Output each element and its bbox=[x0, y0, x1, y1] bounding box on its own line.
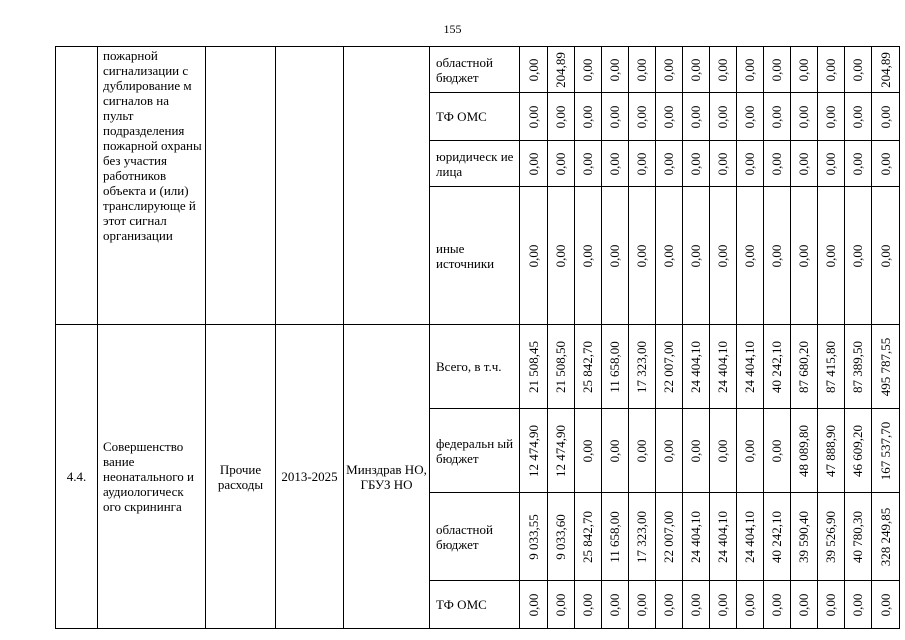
amount-cell bbox=[602, 187, 629, 325]
amount-value: 0,00 bbox=[525, 152, 541, 175]
amount-cell bbox=[818, 141, 845, 187]
amount-value: 40 242,10 bbox=[769, 510, 784, 563]
amount-cell bbox=[872, 581, 900, 629]
amount-cell bbox=[602, 325, 629, 409]
amount-cell bbox=[818, 493, 845, 581]
amount-value: 0,00 bbox=[525, 58, 541, 81]
amount-value: 24 404,10 bbox=[688, 340, 703, 393]
amount-cell bbox=[845, 187, 872, 325]
amount-cell bbox=[656, 493, 683, 581]
amount-value: 0,00 bbox=[553, 244, 568, 267]
amount-cell bbox=[683, 47, 710, 93]
amount-cell bbox=[520, 47, 548, 93]
amount-cell bbox=[683, 409, 710, 493]
amount-cell bbox=[548, 409, 575, 493]
amount-value: 0,00 bbox=[553, 152, 568, 175]
amount-value: 0,00 bbox=[661, 152, 676, 175]
amount-value: 0,00 bbox=[877, 244, 893, 267]
amount-value: 24 404,10 bbox=[742, 510, 757, 563]
amount-value: 22 007,00 bbox=[661, 340, 676, 393]
amount-value: 0,00 bbox=[823, 244, 838, 267]
amount-value: 0,00 bbox=[850, 152, 865, 175]
amount-cell bbox=[845, 409, 872, 493]
amount-value: 0,00 bbox=[850, 593, 865, 616]
amount-value: 0,00 bbox=[715, 105, 730, 128]
amount-value: 0,00 bbox=[688, 152, 703, 175]
amount-cell bbox=[710, 187, 737, 325]
amount-cell bbox=[629, 93, 656, 141]
amount-cell bbox=[737, 141, 764, 187]
amount-cell bbox=[764, 187, 791, 325]
amount-value: 24 404,10 bbox=[688, 510, 703, 563]
amount-value: 0,00 bbox=[580, 105, 595, 128]
amount-value: 0,00 bbox=[688, 58, 703, 81]
amount-value: 0,00 bbox=[580, 152, 595, 175]
amount-cell bbox=[710, 493, 737, 581]
amount-cell bbox=[710, 141, 737, 187]
amount-value: 0,00 bbox=[580, 58, 595, 81]
amount-value: 0,00 bbox=[688, 105, 703, 128]
amount-cell bbox=[683, 93, 710, 141]
amount-value: 11 658,00 bbox=[607, 340, 622, 393]
amount-value: 0,00 bbox=[607, 439, 622, 462]
amount-cell bbox=[602, 93, 629, 141]
amount-value: 204,89 bbox=[877, 51, 893, 88]
amount-cell bbox=[791, 47, 818, 93]
amount-value: 0,00 bbox=[877, 593, 893, 616]
amount-value: 0,00 bbox=[742, 105, 757, 128]
period-cell bbox=[276, 47, 344, 325]
amount-value: 0,00 bbox=[525, 244, 541, 267]
amount-value: 47 888,90 bbox=[823, 424, 838, 477]
amount-cell bbox=[575, 93, 602, 141]
amount-cell bbox=[737, 325, 764, 409]
amount-cell bbox=[575, 47, 602, 93]
amount-cell bbox=[872, 325, 900, 409]
amount-value: 48 089,80 bbox=[796, 424, 811, 477]
funding-source-cell: иные источники bbox=[430, 187, 520, 325]
amount-value: 0,00 bbox=[796, 593, 811, 616]
amount-cell bbox=[737, 47, 764, 93]
table-row bbox=[56, 325, 900, 409]
funding-source-cell: ТФ ОМС bbox=[430, 581, 520, 629]
amount-value: 0,00 bbox=[580, 593, 595, 616]
amount-cell bbox=[575, 187, 602, 325]
amount-cell bbox=[791, 187, 818, 325]
amount-value: 0,00 bbox=[634, 152, 649, 175]
amount-cell bbox=[575, 141, 602, 187]
amount-value: 87 415,80 bbox=[823, 340, 838, 393]
amount-value: 39 590,40 bbox=[796, 510, 811, 563]
amount-cell bbox=[872, 187, 900, 325]
amount-value: 0,00 bbox=[688, 593, 703, 616]
amount-value: 0,00 bbox=[823, 593, 838, 616]
table-row bbox=[56, 47, 900, 93]
amount-cell bbox=[710, 93, 737, 141]
item-description-cell: пожарной сигнализации с дублирование м сигналов на пульт подразделения пожарной охраны без участия работников объекта и (или) транслирующе й этот сигнал организации bbox=[98, 47, 206, 325]
amount-cell bbox=[683, 493, 710, 581]
amount-value: 40 242,10 bbox=[769, 340, 784, 393]
amount-value: 0,00 bbox=[607, 152, 622, 175]
amount-cell bbox=[764, 93, 791, 141]
amount-cell bbox=[520, 409, 548, 493]
amount-value: 24 404,10 bbox=[742, 340, 757, 393]
amount-cell bbox=[683, 325, 710, 409]
amount-cell bbox=[656, 187, 683, 325]
amount-cell bbox=[764, 581, 791, 629]
amount-cell bbox=[818, 325, 845, 409]
page-number: 155 bbox=[443, 22, 462, 36]
funding-source-cell: федеральн ый бюджет bbox=[430, 409, 520, 493]
amount-cell bbox=[520, 93, 548, 141]
amount-cell bbox=[872, 141, 900, 187]
amount-cell bbox=[872, 93, 900, 141]
amount-cell bbox=[737, 93, 764, 141]
amount-value: 0,00 bbox=[607, 244, 622, 267]
amount-value: 0,00 bbox=[850, 244, 865, 267]
amount-value: 0,00 bbox=[715, 152, 730, 175]
amount-cell bbox=[683, 141, 710, 187]
amount-value: 11 658,00 bbox=[607, 510, 622, 563]
amount-value: 0,00 bbox=[769, 244, 784, 267]
amount-cell bbox=[710, 409, 737, 493]
amount-value: 25 842,70 bbox=[580, 340, 595, 393]
amount-value: 0,00 bbox=[715, 439, 730, 462]
amount-cell bbox=[791, 325, 818, 409]
amount-cell bbox=[520, 581, 548, 629]
amount-value: 0,00 bbox=[580, 244, 595, 267]
amount-cell bbox=[737, 581, 764, 629]
amount-value: 0,00 bbox=[796, 58, 811, 81]
amount-value: 0,00 bbox=[796, 244, 811, 267]
amount-cell bbox=[872, 47, 900, 93]
amount-value: 21 508,50 bbox=[553, 340, 568, 393]
amount-cell bbox=[575, 493, 602, 581]
amount-cell bbox=[656, 93, 683, 141]
funding-source-cell: областной бюджет bbox=[430, 493, 520, 581]
amount-value: 0,00 bbox=[796, 152, 811, 175]
amount-cell bbox=[845, 493, 872, 581]
amount-value: 0,00 bbox=[715, 58, 730, 81]
amount-cell bbox=[520, 187, 548, 325]
amount-cell bbox=[629, 581, 656, 629]
amount-value: 0,00 bbox=[877, 105, 893, 128]
amount-cell bbox=[872, 409, 900, 493]
item-number-cell: 4.4. bbox=[56, 325, 98, 629]
amount-value: 0,00 bbox=[769, 152, 784, 175]
amount-cell bbox=[791, 493, 818, 581]
amount-cell bbox=[683, 187, 710, 325]
amount-cell bbox=[629, 141, 656, 187]
amount-value: 0,00 bbox=[715, 593, 730, 616]
amount-cell bbox=[764, 409, 791, 493]
amount-cell bbox=[710, 581, 737, 629]
amount-cell bbox=[629, 493, 656, 581]
amount-cell bbox=[602, 409, 629, 493]
amount-cell bbox=[548, 187, 575, 325]
funding-source-cell: ТФ ОМС bbox=[430, 93, 520, 141]
amount-cell bbox=[818, 93, 845, 141]
amount-value: 328 249,85 bbox=[877, 507, 893, 566]
amount-cell bbox=[737, 493, 764, 581]
amount-cell bbox=[656, 581, 683, 629]
amount-value: 0,00 bbox=[823, 105, 838, 128]
amount-value: 9 033,55 bbox=[525, 513, 541, 560]
amount-value: 0,00 bbox=[769, 58, 784, 81]
amount-value: 0,00 bbox=[661, 244, 676, 267]
amount-value: 0,00 bbox=[769, 439, 784, 462]
amount-cell bbox=[548, 47, 575, 93]
amount-value: 0,00 bbox=[525, 593, 541, 616]
amount-cell bbox=[656, 141, 683, 187]
amount-cell bbox=[520, 493, 548, 581]
amount-value: 0,00 bbox=[769, 105, 784, 128]
amount-cell bbox=[710, 325, 737, 409]
amount-value: 0,00 bbox=[553, 105, 568, 128]
amount-cell bbox=[710, 47, 737, 93]
amount-cell bbox=[737, 409, 764, 493]
amount-value: 0,00 bbox=[742, 593, 757, 616]
amount-value: 0,00 bbox=[742, 439, 757, 462]
amount-cell bbox=[791, 581, 818, 629]
amount-value: 0,00 bbox=[553, 593, 568, 616]
amount-value: 0,00 bbox=[688, 439, 703, 462]
amount-cell bbox=[656, 325, 683, 409]
amount-value: 0,00 bbox=[607, 58, 622, 81]
funding-source-cell: областной бюджет bbox=[430, 47, 520, 93]
amount-value: 0,00 bbox=[742, 244, 757, 267]
amount-value: 24 404,10 bbox=[715, 340, 730, 393]
amount-cell bbox=[818, 47, 845, 93]
amount-value: 21 508,45 bbox=[525, 340, 541, 393]
amount-value: 0,00 bbox=[634, 593, 649, 616]
amount-cell bbox=[683, 581, 710, 629]
amount-value: 0,00 bbox=[823, 58, 838, 81]
expense-type-cell: Прочие расходы bbox=[206, 325, 276, 629]
amount-value: 0,00 bbox=[688, 244, 703, 267]
amount-cell bbox=[845, 325, 872, 409]
funding-source-cell: Всего, в т.ч. bbox=[430, 325, 520, 409]
amount-cell bbox=[791, 93, 818, 141]
amount-cell bbox=[737, 187, 764, 325]
amount-value: 22 007,00 bbox=[661, 510, 676, 563]
expense-type-cell bbox=[206, 47, 276, 325]
amount-cell bbox=[845, 141, 872, 187]
amount-value: 0,00 bbox=[742, 58, 757, 81]
amount-value: 0,00 bbox=[661, 439, 676, 462]
amount-value: 25 842,70 bbox=[580, 510, 595, 563]
amount-value: 0,00 bbox=[607, 593, 622, 616]
amount-value: 0,00 bbox=[661, 58, 676, 81]
amount-value: 167 537,70 bbox=[877, 421, 893, 480]
amount-cell bbox=[764, 47, 791, 93]
amount-value: 0,00 bbox=[742, 152, 757, 175]
amount-cell bbox=[845, 581, 872, 629]
amount-value: 0,00 bbox=[850, 58, 865, 81]
amount-cell bbox=[548, 581, 575, 629]
item-description-cell: Совершенство вание неонатального и аудиологическ ого скрининга bbox=[98, 325, 206, 629]
period-cell: 2013-2025 bbox=[276, 325, 344, 629]
amount-value: 17 323,00 bbox=[634, 340, 649, 393]
amount-value: 0,00 bbox=[850, 105, 865, 128]
amount-cell bbox=[629, 47, 656, 93]
amount-value: 12 474,90 bbox=[553, 424, 568, 477]
amount-value: 0,00 bbox=[634, 58, 649, 81]
item-number-cell bbox=[56, 47, 98, 325]
amount-cell bbox=[872, 493, 900, 581]
amount-cell bbox=[602, 141, 629, 187]
amount-cell bbox=[818, 409, 845, 493]
executor-cell bbox=[344, 47, 430, 325]
amount-cell bbox=[575, 581, 602, 629]
amount-value: 204,89 bbox=[553, 51, 568, 88]
amount-cell bbox=[548, 493, 575, 581]
amount-value: 46 609,20 bbox=[850, 424, 865, 477]
amount-value: 87 680,20 bbox=[796, 340, 811, 393]
amount-value: 17 323,00 bbox=[634, 510, 649, 563]
amount-cell bbox=[548, 325, 575, 409]
amount-cell bbox=[845, 93, 872, 141]
amount-cell bbox=[629, 187, 656, 325]
amount-cell bbox=[520, 325, 548, 409]
amount-value: 9 033,60 bbox=[553, 513, 568, 560]
amount-cell bbox=[629, 409, 656, 493]
amount-value: 495 787,55 bbox=[877, 337, 893, 396]
amount-value: 0,00 bbox=[661, 105, 676, 128]
amount-value: 39 526,90 bbox=[823, 510, 838, 563]
amount-value: 0,00 bbox=[607, 105, 622, 128]
amount-cell bbox=[520, 141, 548, 187]
amount-value: 0,00 bbox=[823, 152, 838, 175]
amount-cell bbox=[764, 141, 791, 187]
amount-value: 0,00 bbox=[634, 439, 649, 462]
amount-cell bbox=[602, 581, 629, 629]
amount-value: 24 404,10 bbox=[715, 510, 730, 563]
amount-cell bbox=[791, 141, 818, 187]
amount-value: 12 474,90 bbox=[525, 424, 541, 477]
amount-cell bbox=[764, 325, 791, 409]
amount-value: 0,00 bbox=[580, 439, 595, 462]
amount-value: 0,00 bbox=[769, 593, 784, 616]
amount-value: 40 780,30 bbox=[850, 510, 865, 563]
amount-cell bbox=[791, 409, 818, 493]
amount-cell bbox=[602, 493, 629, 581]
amount-value: 0,00 bbox=[634, 244, 649, 267]
amount-value: 0,00 bbox=[796, 105, 811, 128]
amount-cell bbox=[818, 187, 845, 325]
amount-cell bbox=[548, 141, 575, 187]
funding-source-cell: юридическ ие лица bbox=[430, 141, 520, 187]
amount-cell bbox=[629, 325, 656, 409]
amount-cell bbox=[548, 93, 575, 141]
amount-cell bbox=[602, 47, 629, 93]
amount-cell bbox=[764, 493, 791, 581]
executor-cell: Минздрав НО, ГБУЗ НО bbox=[344, 325, 430, 629]
amount-cell bbox=[575, 325, 602, 409]
amount-cell bbox=[845, 47, 872, 93]
budget-table bbox=[55, 46, 900, 629]
amount-cell bbox=[656, 409, 683, 493]
amount-cell bbox=[575, 409, 602, 493]
amount-value: 87 389,50 bbox=[850, 340, 865, 393]
amount-cell bbox=[656, 47, 683, 93]
amount-value: 0,00 bbox=[525, 105, 541, 128]
amount-cell bbox=[818, 581, 845, 629]
amount-value: 0,00 bbox=[715, 244, 730, 267]
amount-value: 0,00 bbox=[661, 593, 676, 616]
amount-value: 0,00 bbox=[877, 152, 893, 175]
amount-value: 0,00 bbox=[634, 105, 649, 128]
